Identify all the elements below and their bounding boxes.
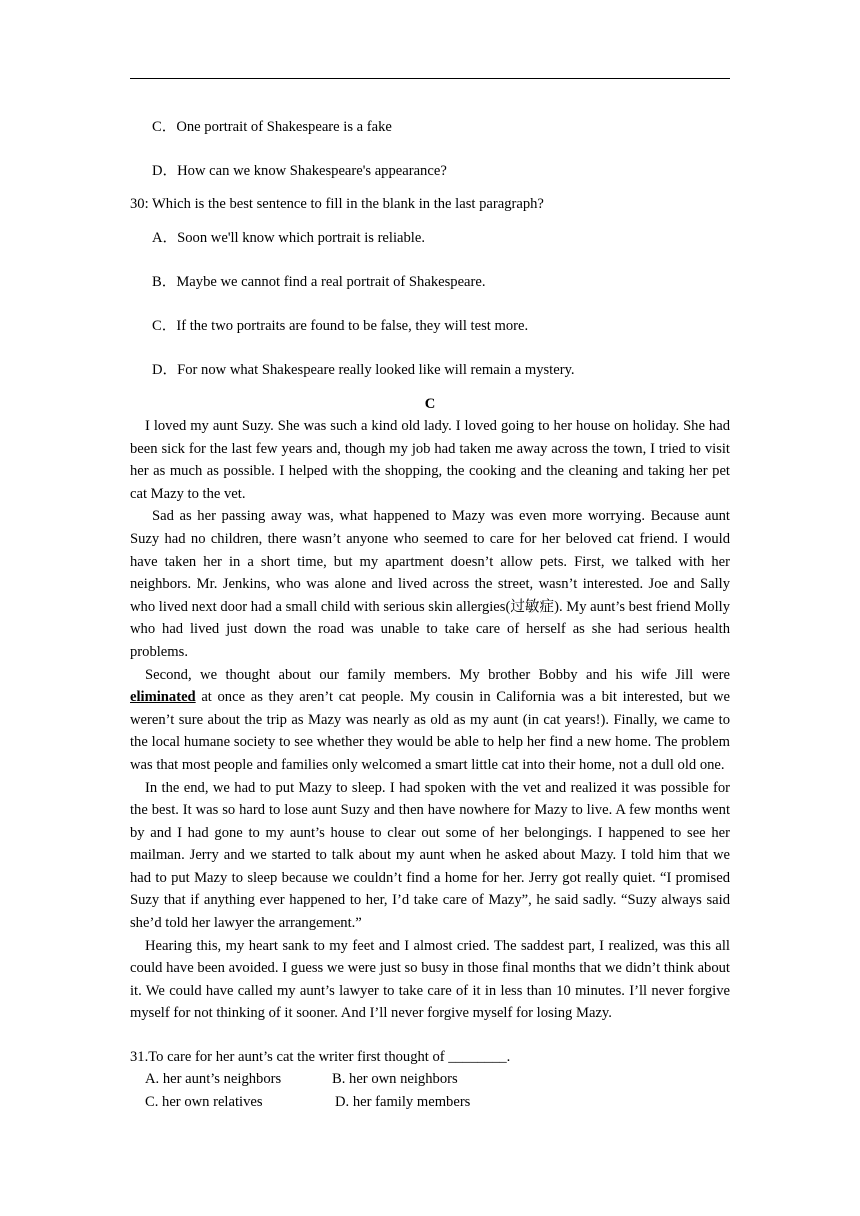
passage-heading: C xyxy=(424,396,436,412)
passage-paragraph-5: Hearing this, my heart sank to my feet and I almost cried. The saddest part, I realized, was this all could have been avoided. I guess we were just so busy in those final months that we didn’t think about it. We could have called my aunt’s lawyer to take care of it in less than 10 minutes. I’ll never forgive myself for not thinking of it sooner. And I’ll never forgive myself for losing Mazy. xyxy=(130,937,730,1022)
option-letter: B． xyxy=(152,274,177,290)
q30-option-d xyxy=(152,360,575,380)
passage-paragraph-4: In the end, we had to put Mazy to sleep. I had spoken with the vet and realized it was possible for the best. It was so hard to lose aunt Suzy and then have nowhere for Mazy to live. A few months went by and I had gone to my aunt’s house to clear out some of her belongings. I happened to see her mailman. Jerry and we started to talk about my aunt when he asked about Mazy. I told him that we had to put Mazy to sleep because we couldn’t find a home for her. Jerry got really quiet. “I promised Suzy that if anything ever happened to her, I’d take care of Mazy”, he said sadly. “Suzy always said she’d told her lawyer the arrangement.” xyxy=(130,779,730,932)
option-text: Soon we'll know which portrait is reliable. xyxy=(177,230,425,246)
keyword-underlined: eliminated xyxy=(130,689,196,706)
option-text: Maybe we cannot find a real portrait of Shakespeare. xyxy=(176,274,486,290)
option-letter: A． xyxy=(152,230,178,246)
option-text: How can we know Shakespeare's appearance? xyxy=(177,163,447,179)
q29-option-d xyxy=(152,161,447,181)
paragraph-text: Second, we thought about our family members. My brother Bobby and his wife Jill were xyxy=(145,666,730,683)
option-letter: C． xyxy=(152,318,177,334)
q31-option-a: A. her aunt’s neighbors xyxy=(145,1071,282,1087)
q30-option-b xyxy=(152,272,486,292)
q31-option-b: B. her own neighbors xyxy=(332,1071,458,1087)
passage-paragraph-1: I loved my aunt Suzy. She was such a kind old lady. I loved going to her house on holiday. She had been sick for the last few years and, though my job had taken me away across the town, I tried to visit her as much as possible. I helped with the shopping, the cooking and the cleaning and taking her pet cat Mazy to the vet. xyxy=(130,418,730,502)
q29-option-c xyxy=(152,117,392,137)
q30-option-a xyxy=(152,228,425,248)
q30-option-c xyxy=(152,316,528,336)
paragraph-text: at once as they aren’t cat people. My cousin in California was a bit interested, but we weren’t sure about the trip as Mazy was nearly as old as my aunt (in cat years!). Finally, we came to the local humane society to see whether they would be able to help her find a new home. The problem was that most people and families only welcomed a smart little cat into their home, not a dull old one. xyxy=(130,689,730,773)
q31-stem: 31.To care for her aunt’s cat the writer first thought of ________. xyxy=(130,1049,511,1065)
option-letter: D． xyxy=(152,163,178,179)
header-rule xyxy=(130,78,730,79)
passage-body xyxy=(130,415,730,1025)
passage-paragraph-3 xyxy=(130,664,730,777)
option-text: One portrait of Shakespeare is a fake xyxy=(176,119,392,135)
q31-option-d: D. her family members xyxy=(335,1094,471,1110)
q30-stem: 30: Which is the best sentence to fill in the blank in the last paragraph? xyxy=(130,196,544,212)
passage-paragraph-2: Sad as her passing away was, what happened to Mazy was even more worrying. Because aunt Suzy had no children, there wasn’t anyone who seemed to care for her beloved cat friend. I would have taken her in a short time, but my apartment doesn’t allow pets. First, we talked with her neighbors. Mr. Jenkins, who was alone and lived across the street, wasn’t interested. Joe and Sally who lived next door had a small child with serious skin allergies(过敏症). My aunt’s best friend Molly who had lived just down the road was unable to take care of herself as she had serious health problems. xyxy=(130,508,731,660)
q31-option-c: C. her own relatives xyxy=(145,1094,263,1110)
option-text: For now what Shakespeare really looked like will remain a mystery. xyxy=(177,362,575,378)
option-letter: D． xyxy=(152,362,178,378)
option-letter: C． xyxy=(152,119,177,135)
option-text: If the two portraits are found to be false, they will test more. xyxy=(176,318,529,334)
